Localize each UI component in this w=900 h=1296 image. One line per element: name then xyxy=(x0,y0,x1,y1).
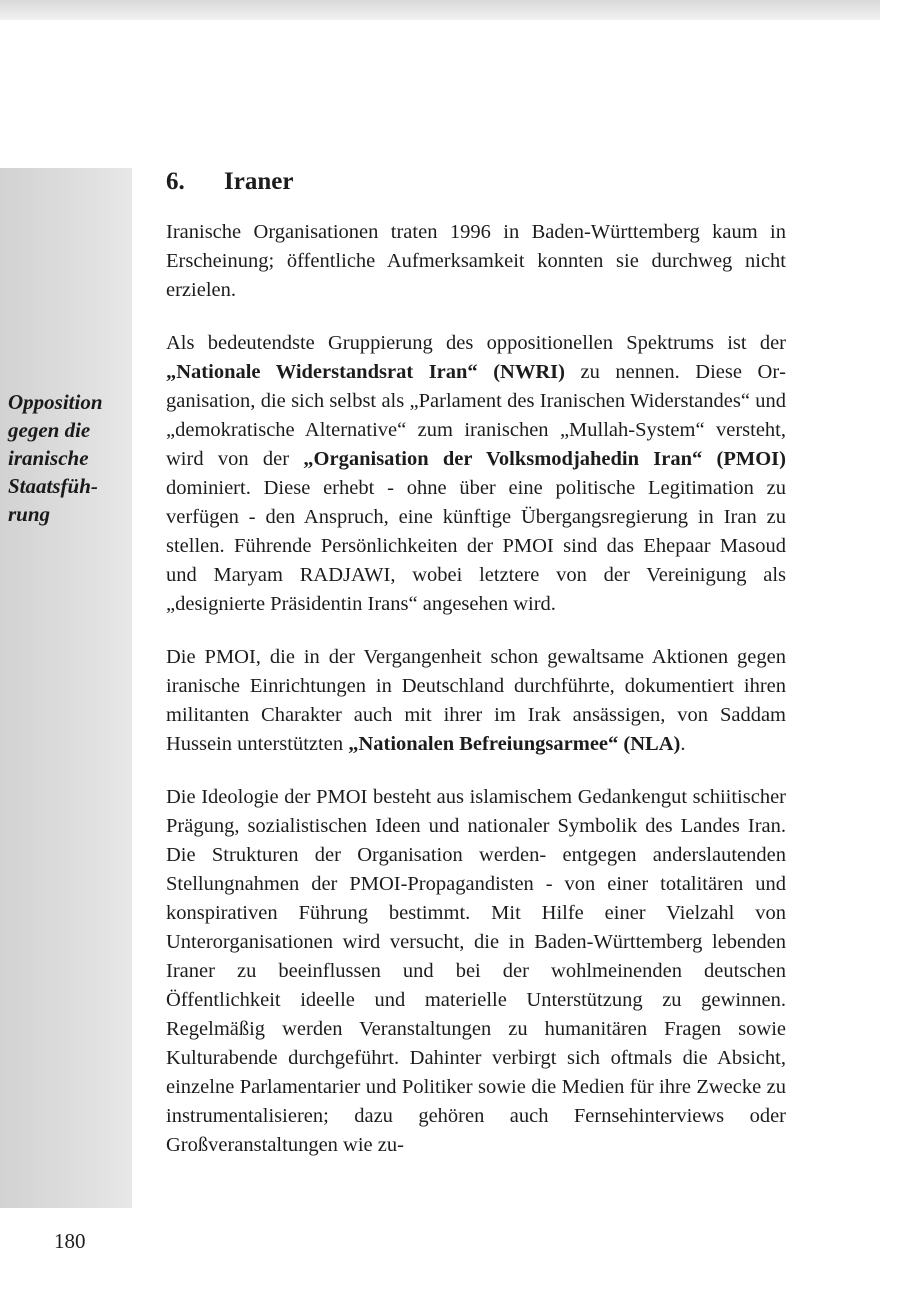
section-title: Iraner xyxy=(224,168,294,195)
page-number: 180 xyxy=(54,1229,86,1253)
section-number: 6. xyxy=(166,168,185,195)
margin-note: Opposition gegen die iranische Staatsfüh- rung xyxy=(8,390,103,526)
section-heading xyxy=(166,166,786,198)
paragraph-3-text-2: . xyxy=(680,733,686,755)
paragraph-2 xyxy=(166,329,786,619)
pmoi-name: „Organisation der Volksmodjahedin Iran“ (PMOI) xyxy=(303,448,786,470)
paragraph-2-text-1: Als bedeutendste Gruppierung des oppositionellen Spektrums ist der xyxy=(166,332,786,354)
paragraph-4: Die Ideologie der PMOI besteht aus islamischem Gedankengut schiitischer Prägung, sozialistischen Ideen und nationaler Symbolik des Landes Iran. Die Strukturen der Organisation werden- entgegen anderslautenden Stellungnahmen der PMOI-Propagandisten - von einer totalitären und konspirativen Führung bestimmt. Mit Hilfe einer Vielzahl von Unterorganisationen wird versucht, die in Baden-Württemberg lebenden Iraner zu beeinflussen und bei der wohlmeinenden deutschen Öffentlichkeit ideelle und materielle Unterstützung zu gewinnen. Regelmäßig werden Veranstaltungen zu humanitären Fragen sowie Kulturabende durchgeführt. Dahinter verbirgt sich oftmals die Absicht, einzelne Parlamentarier und Politiker sowie die Medien für ihre Zwecke zu instrumentalisieren; dazu gehören auch Fernsehinterviews oder Großveranstaltungen wie zu- xyxy=(166,786,786,1156)
paragraph-3-text-1: Die PMOI, die in der Vergangenheit schon gewaltsame Aktionen gegen iranische Einrichtungen in Deutschland durchführte, dokumentiert ihren militanten Charakter auch mit ihrer im Irak ansässigen, von Saddam Hussein unterstützten xyxy=(166,646,786,755)
paragraph-2-text-2: zu nennen. Diese Organisation, die sich selbst als „Parlament des Iranischen Widerstandes“ und „demokratische Alternative“ zum iranischen „Mullah-System“ versteht, wird von der xyxy=(166,361,786,470)
nla-name: „Nationalen Befreiungsarmee“ (NLA) xyxy=(348,733,681,755)
paragraph-2-text-3: dominiert. Diese erhebt - ohne über eine politische Legitimation zu verfügen - den Anspruch, eine künftige Übergangsregierung in Iran zu stellen. Führende Persönlichkeiten der PMOI sind das Ehepaar Masoud und Maryam RADJAWI, wobei letztere von der Vereinigung als „designierte Präsidentin Irans“ angesehen wird. xyxy=(166,477,786,615)
nwri-name: „Nationale Widerstandsrat Iran“ (NWRI) xyxy=(166,361,565,383)
paragraph-3 xyxy=(166,643,786,759)
scan-top-strip xyxy=(0,0,880,20)
main-content xyxy=(166,166,786,1184)
paragraph-1: Iranische Organisationen traten 1996 in Baden-Württemberg kaum in Erscheinung; öffentliche Aufmerksamkeit konnten sie durchweg nicht erzielen. xyxy=(166,221,786,301)
margin-sidebar xyxy=(0,168,132,1208)
